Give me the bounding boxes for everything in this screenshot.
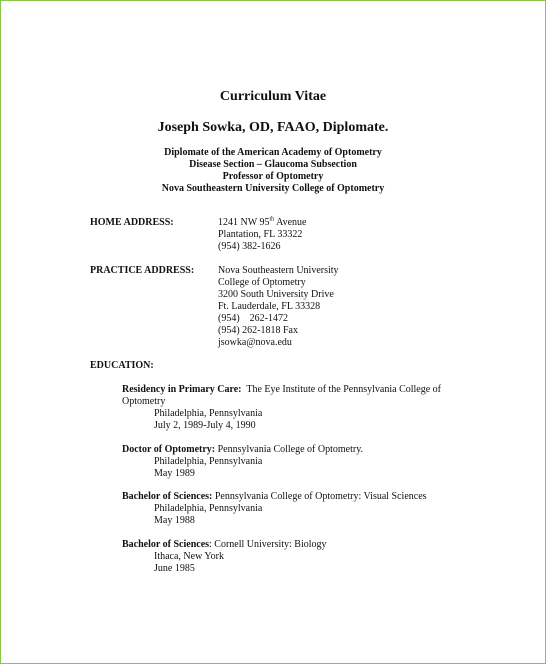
education-label: EDUCATION:	[90, 360, 154, 371]
education-date: June 1985	[154, 563, 195, 574]
institution: : Cornell University: Biology	[209, 539, 327, 550]
credential-line: Nova Southeastern University College of Optometry	[161, 183, 385, 194]
education-location: Philadelphia, Pennsylvania	[154, 408, 263, 419]
degree: Bachelor of Sciences	[122, 539, 210, 550]
practice-phone: (954) 262-1472	[218, 313, 288, 324]
practice-line: College of Optometry	[218, 277, 306, 288]
institution-continued: Optometry	[122, 396, 166, 407]
education-heading	[122, 384, 441, 396]
education-date: July 2, 1989-July 4, 1990	[154, 420, 256, 431]
credentials	[1, 147, 545, 195]
practice-line: Ft. Lauderdale, FL 33328	[218, 301, 321, 312]
institution: Pennsylvania College of Optometry: Visual Sciences	[212, 491, 427, 502]
education-heading	[122, 491, 427, 503]
education-item	[122, 384, 441, 432]
person-name: Joseph Sowka, OD, FAAO, Diplomate.	[157, 120, 389, 135]
practice-email[interactable]: jsowka@nova.edu	[218, 337, 292, 348]
education-date: May 1989	[154, 468, 195, 479]
education-heading	[122, 444, 363, 456]
education-heading	[122, 539, 327, 551]
institution: The Eye Institute of the Pennsylvania College of	[241, 384, 442, 395]
home-city: Plantation, FL 33322	[218, 229, 303, 240]
education-item	[122, 491, 427, 527]
degree: Doctor of Optometry:	[122, 444, 216, 455]
home-street	[218, 217, 306, 229]
degree: Residency in Primary Care:	[122, 384, 242, 395]
degree: Bachelor of Sciences:	[122, 491, 213, 502]
education-location: Philadelphia, Pennsylvania	[154, 503, 263, 514]
home-address-label: HOME ADDRESS:	[90, 217, 174, 228]
home-address	[218, 217, 306, 253]
education-location: Philadelphia, Pennsylvania	[154, 456, 263, 467]
home-street-name: Avenue	[274, 217, 307, 228]
education-item	[122, 539, 327, 575]
credential-line: Diplomate of the American Academy of Optometry	[164, 147, 382, 158]
practice-line: 3200 South University Drive	[218, 289, 334, 300]
document-title: Curriculum Vitae	[219, 89, 327, 104]
education-item	[122, 444, 363, 480]
practice-fax: (954) 262-1818 Fax	[218, 325, 298, 336]
credential-line: Professor of Optometry	[222, 171, 324, 182]
practice-address	[218, 265, 339, 349]
institution: Pennsylvania College of Optometry.	[215, 444, 364, 455]
practice-address-label: PRACTICE ADDRESS:	[90, 265, 195, 276]
home-phone: (954) 382-1626	[218, 241, 281, 252]
home-street-suffix: th	[269, 216, 275, 223]
credential-line: Disease Section – Glaucoma Subsection	[189, 159, 357, 170]
education-location: Ithaca, New York	[154, 551, 224, 562]
home-street-number: 1241 NW 95	[218, 217, 270, 228]
practice-line: Nova Southeastern University	[218, 265, 339, 276]
education-date: May 1988	[154, 515, 195, 526]
